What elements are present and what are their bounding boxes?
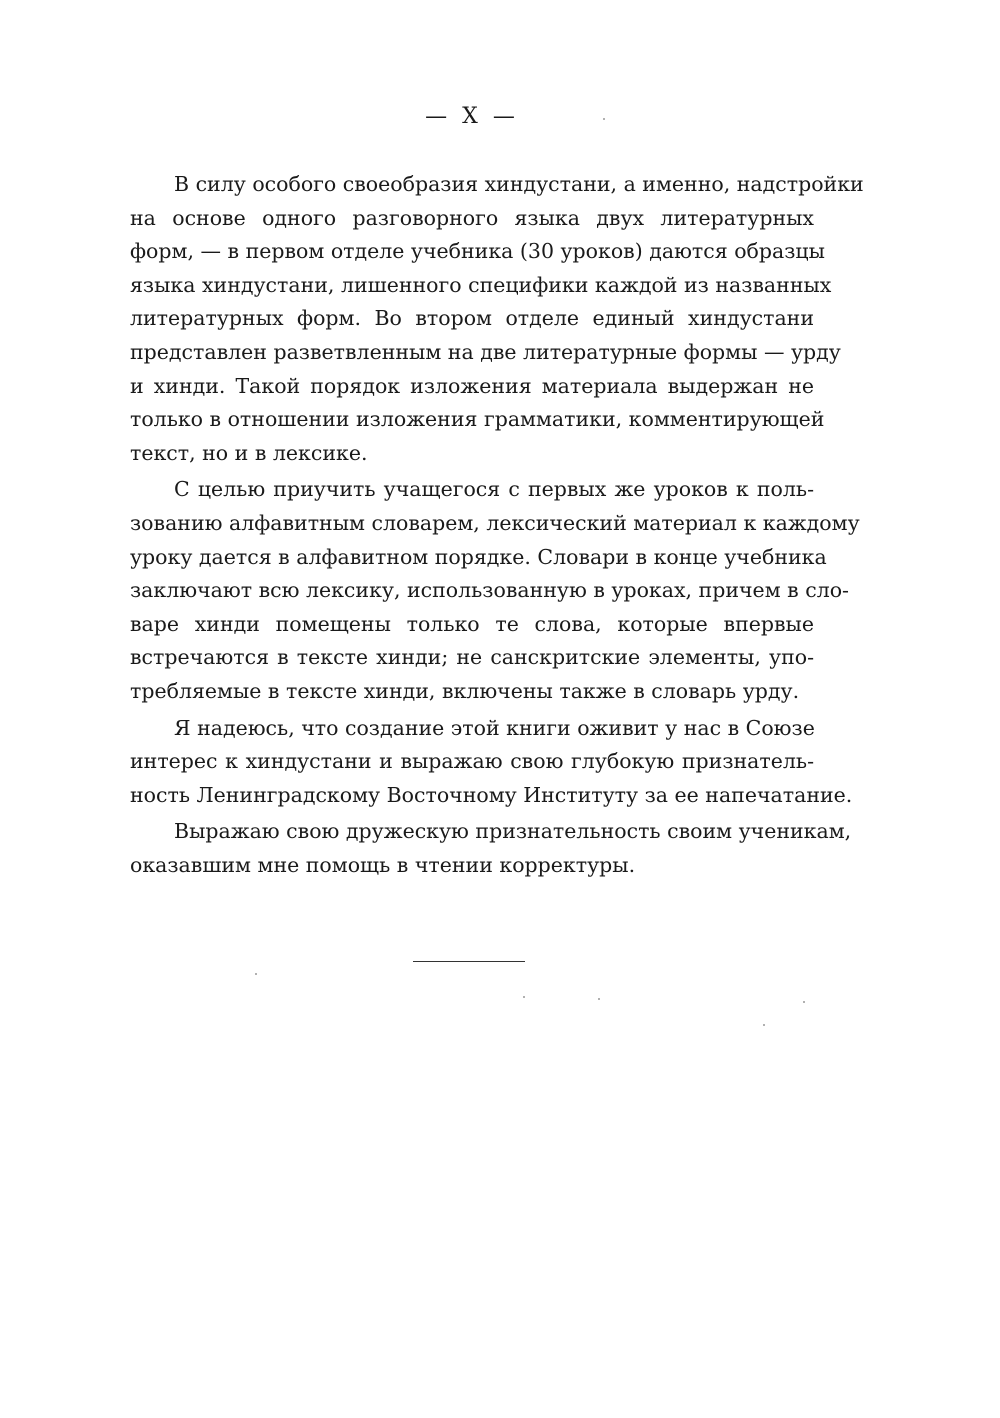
text-line: только в отношении изложения грамматики, комментирующей [130,407,825,432]
print-speck [803,1001,805,1003]
print-speck [255,973,257,975]
body-text [130,168,864,885]
text-line: и хинди. Такой порядок изложения материала выдержан не [130,373,814,398]
text-line: заключают всю лексику, использованную в уроках, причем в сло- [130,578,849,603]
text-line: Я надеюсь, что создание этой книги оживит у нас в Союзе [174,715,815,740]
text-line: оказавшим мне помощь в чтении корректуры. [130,852,636,877]
paragraph-3 [130,712,853,813]
print-speck [598,998,600,1000]
paragraph-4 [130,815,852,882]
print-speck [763,1024,765,1026]
text-line: уроку дается в алфавитном порядке. Словари в конце учебника [130,544,827,569]
print-speck [603,118,605,120]
text-line: требляемые в тексте хинди, включены также в словарь урду. [130,678,800,703]
text-line: зованию алфавитным словарем, лексический материал к каждому [130,510,860,535]
text-line: на основе одного разговорного языка двух литературных [130,205,814,230]
text-line: С целью приучить учащегося с первых же уроков к поль- [174,477,814,502]
text-line: представлен разветвленным на две литературные формы — урду [130,339,841,364]
paragraph-1 [130,168,864,470]
page-number: — X — [425,104,519,129]
text-line: ность Ленинградскому Восточному Институту за ее напечатание. [130,782,853,807]
text-line: В силу особого своеобразия хиндустани, а именно, надстройки [174,172,864,196]
text-line: текст, но и в лексике. [130,440,368,465]
print-speck [523,996,525,998]
text-line: языка хиндустани, лишенного специфики каждой из названных [130,272,832,297]
text-line: форм, — в первом отделе учебника (30 уроков) даются образцы [130,239,825,264]
text-line: литературных форм. Во втором отделе единый хиндустани [130,306,814,331]
section-end-rule [413,961,525,962]
text-line: Выражаю свою дружескую признательность своим ученикам, [174,819,852,844]
paragraph-2 [130,473,860,708]
text-line: встречаются в тексте хинди; не санскритские элементы, упо- [130,645,814,670]
text-line: варе хинди помещены только те слова, которые впервые [130,611,814,636]
text-line: интерес к хиндустани и выражаю свою глубокую признатель- [130,749,814,774]
